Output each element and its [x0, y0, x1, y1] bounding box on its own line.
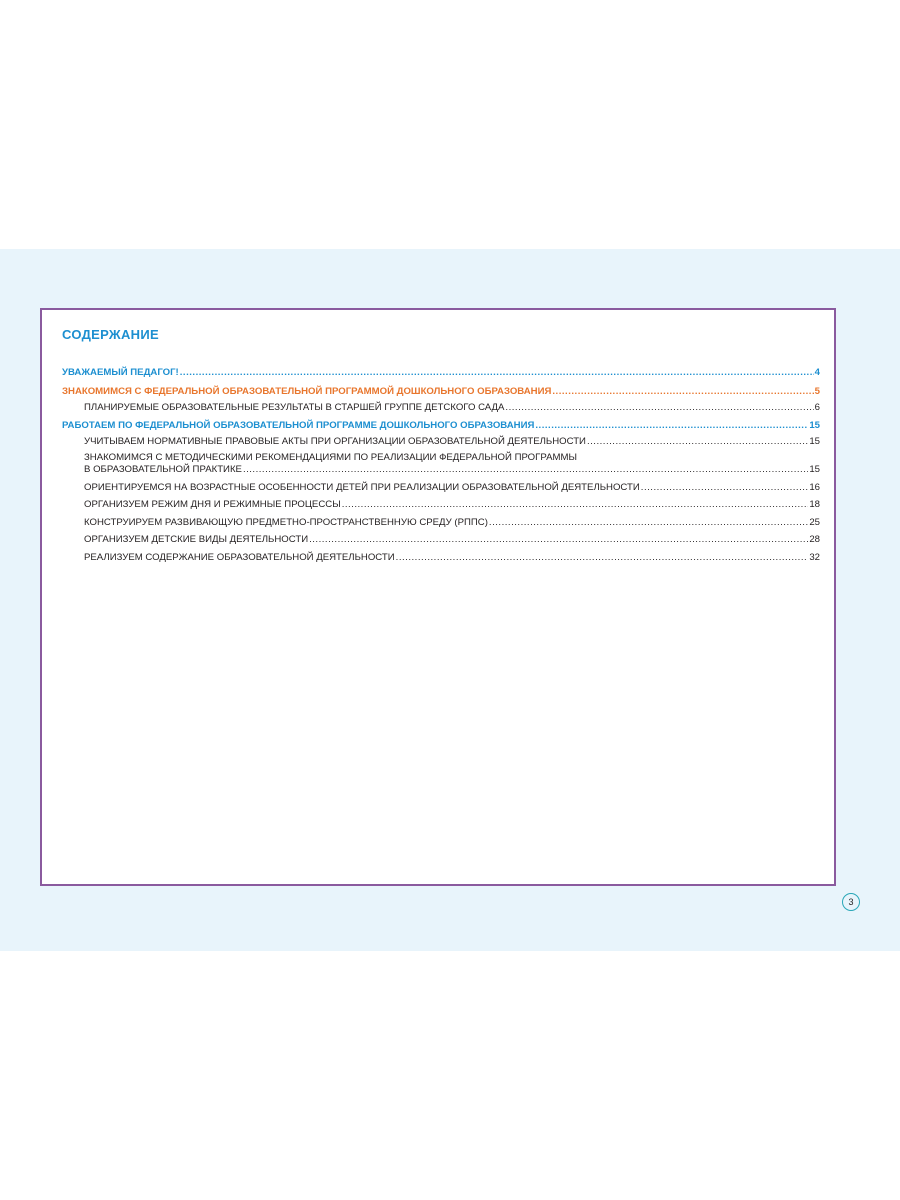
toc-entry[interactable]	[62, 517, 820, 529]
toc-entry-page: 18	[809, 499, 820, 510]
toc-entry-label: ОРГАНИЗУЕМ ДЕТСКИЕ ВИДЫ ДЕЯТЕЛЬНОСТИ	[84, 534, 309, 545]
toc-entry-label: КОНСТРУИРУЕМ РАЗВИВАЮЩУЮ ПРЕДМЕТНО-ПРОСТРАНСТВЕННУЮ СРЕДУ (РППС)	[84, 516, 488, 528]
toc-entry-page: 4	[814, 367, 820, 378]
toc-frame	[40, 308, 836, 886]
toc-title: СОДЕРЖАНИЕ	[62, 327, 159, 342]
toc-entry-label: РЕАЛИЗУЕМ СОДЕРЖАНИЕ ОБРАЗОВАТЕЛЬНОЙ ДЕЯТЕЛЬНОСТИ	[84, 551, 395, 563]
toc-entry-label: УЧИТЫВАЕМ НОРМАТИВНЫЕ ПРАВОВЫЕ АКТЫ ПРИ ОРГАНИЗАЦИИ ОБРАЗОВАТЕЛЬНОЙ ДЕЯТЕЛЬНОСТИ	[84, 436, 586, 447]
toc-entry-label-line1: ЗНАКОМИМСЯ С МЕТОДИЧЕСКИМИ РЕКОМЕНДАЦИЯМИ ПО РЕАЛИЗАЦИИ ФЕДЕРАЛЬНОЙ ПРОГРАММЫ	[84, 452, 577, 463]
toc-entry-label: РАБОТАЕМ ПО ФЕДЕРАЛЬНОЙ ОБРАЗОВАТЕЛЬНОЙ ПРОГРАММЕ ДОШКОЛЬНОГО ОБРАЗОВАНИЯ	[62, 420, 535, 431]
toc-entry-page: 16	[809, 481, 820, 493]
toc-entry[interactable]	[62, 367, 820, 379]
toc-entry-label: УВАЖАЕМЫЙ ПЕДАГОГ!	[62, 367, 179, 378]
toc-leader-dots	[180, 367, 814, 379]
toc-entry-page: 15	[809, 436, 820, 447]
toc-entry[interactable]	[62, 452, 820, 476]
toc-entry-label-line2: В ОБРАЗОВАТЕЛЬНОЙ ПРАКТИКЕ	[84, 464, 242, 475]
toc-entry-page: 25	[809, 516, 820, 528]
toc-entry[interactable]	[62, 534, 820, 546]
toc-leader-dots	[535, 420, 808, 432]
toc-entry[interactable]	[62, 482, 820, 494]
toc-entry-label: ЗНАКОМИМСЯ С ФЕДЕРАЛЬНОЙ ОБРАЗОВАТЕЛЬНОЙ ПРОГРАММОЙ ДОШКОЛЬНОГО ОБРАЗОВАНИЯ	[62, 386, 552, 397]
toc-entry-page: 5	[814, 386, 820, 397]
toc-list	[62, 364, 820, 564]
toc-entry[interactable]	[62, 402, 820, 414]
toc-leader-dots	[552, 386, 813, 398]
toc-leader-dots	[396, 552, 809, 564]
toc-entry-page: 6	[814, 402, 820, 413]
page-number-badge: 3	[842, 893, 860, 911]
toc-leader-dots	[243, 464, 808, 476]
toc-entry-label: ОРИЕНТИРУЕМСЯ НА ВОЗРАСТНЫЕ ОСОБЕННОСТИ ДЕТЕЙ ПРИ РЕАЛИЗАЦИИ ОБРАЗОВАТЕЛЬНОЙ ДЕЯТЕЛЬНОСТИ	[84, 481, 640, 493]
toc-entry[interactable]	[62, 436, 820, 448]
toc-entry-label: ПЛАНИРУЕМЫЕ ОБРАЗОВАТЕЛЬНЫЕ РЕЗУЛЬТАТЫ В СТАРШЕЙ ГРУППЕ ДЕТСКОГО САДА	[84, 402, 505, 413]
toc-leader-dots	[309, 534, 808, 546]
toc-entry-page: 28	[809, 534, 820, 545]
toc-entry-label: ОРГАНИЗУЕМ РЕЖИМ ДНЯ И РЕЖИМНЫЕ ПРОЦЕССЫ	[84, 499, 341, 510]
toc-leader-dots	[505, 402, 813, 414]
toc-leader-dots	[587, 436, 808, 448]
toc-leader-dots	[489, 517, 808, 529]
toc-entry[interactable]	[62, 552, 820, 564]
toc-entry-page: 15	[809, 420, 820, 431]
toc-entry-page: 15	[809, 464, 820, 475]
toc-entry[interactable]	[62, 386, 820, 398]
toc-leader-dots	[342, 499, 809, 511]
toc-entry-page: 32	[809, 551, 820, 563]
toc-entry[interactable]	[62, 420, 820, 432]
toc-entry[interactable]	[62, 499, 820, 511]
toc-leader-dots	[641, 482, 809, 494]
